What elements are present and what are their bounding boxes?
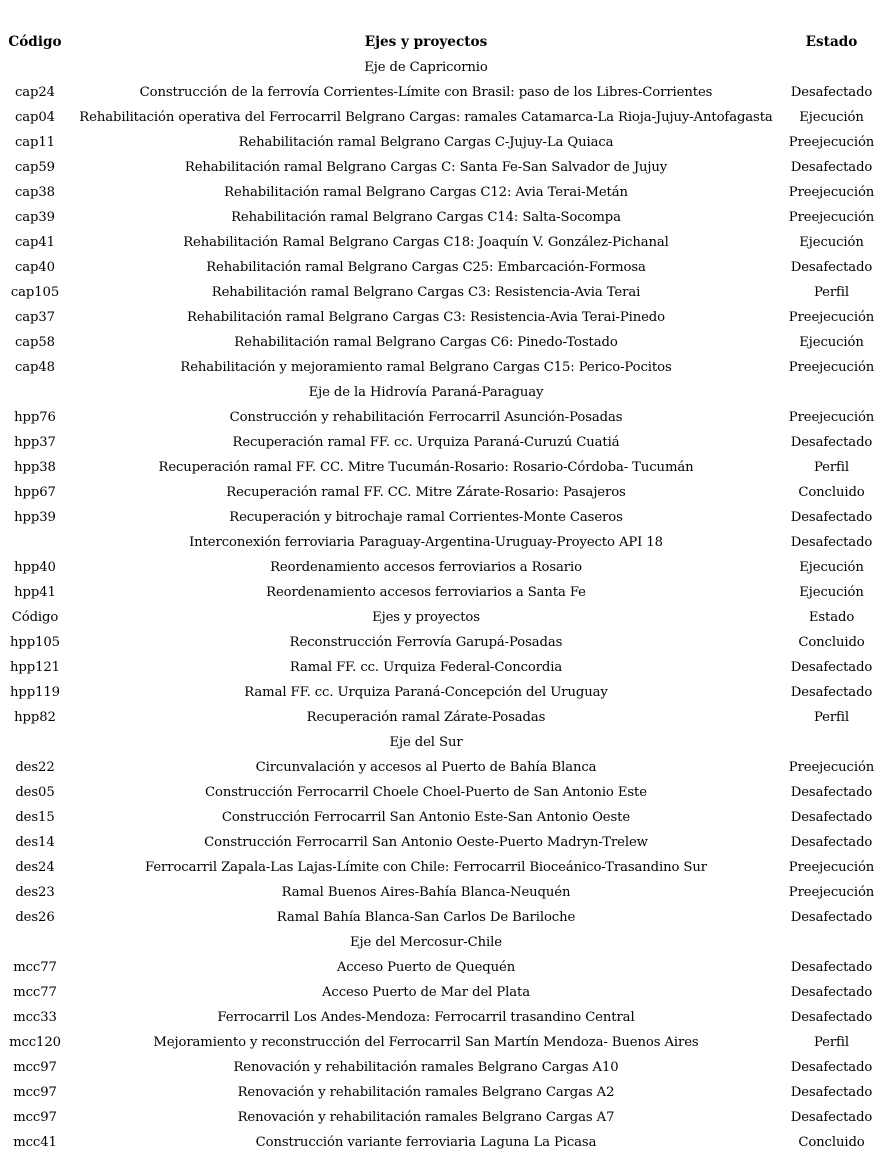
cell-project: Renovación y rehabilitación ramales Belgrano Cargas A2: [237, 1085, 615, 1100]
cell-code: hpp39: [14, 510, 56, 525]
cell-project: Construcción Ferrocarril San Antonio Oeste-Puerto Madryn-Trelew: [204, 835, 648, 850]
cell-project: Reordenamiento accesos ferroviarios a Santa Fe: [266, 585, 586, 600]
table-row: [0, 480, 881, 505]
cell-state: Desafectado: [790, 260, 873, 275]
cell-code: [0, 730, 70, 755]
cell-project: Ramal FF. cc. Urquiza Federal-Concordia: [289, 660, 563, 675]
cell-project: Recuperación ramal FF. cc. Urquiza Paraná-Curuzú Cuatiá: [232, 435, 620, 450]
table-row: [0, 530, 881, 555]
table-row: [0, 405, 881, 430]
cell-code: mcc97: [13, 1060, 57, 1075]
cell-project: Ramal FF. cc. Urquiza Paraná-Concepción del Uruguay: [244, 685, 608, 700]
cell-project: Rehabilitación Ramal Belgrano Cargas C18: Joaquín V. González-Pichanal: [183, 235, 669, 250]
cell-state: Perfil: [813, 710, 850, 725]
table-row: [0, 205, 881, 230]
table-header: [0, 30, 881, 55]
table-row: [0, 930, 881, 955]
cell-project: Construcción de la ferrovía Corrientes-Límite con Brasil: paso de los Libres-Corrientes: [139, 85, 713, 100]
cell-state: Desafectado: [790, 685, 873, 700]
cell-project: Ramal Bahía Blanca-San Carlos De Bariloche: [276, 910, 576, 925]
cell-project: Construcción variante ferroviaria Laguna La Picasa: [255, 1135, 597, 1150]
cell-project: Interconexión ferroviaria Paraguay-Argentina-Uruguay-Proyecto API 18: [189, 535, 663, 550]
table-row: [0, 880, 881, 905]
cell-code: cap48: [15, 360, 55, 375]
table-row: [0, 955, 881, 980]
cell-project: Ferrocarril Los Andes-Mendoza: Ferrocarril trasandino Central: [217, 1010, 635, 1025]
cell-state: Concluido: [798, 1135, 865, 1150]
cell-state: Preejecución: [788, 310, 875, 325]
cell-state: Desafectado: [790, 535, 873, 550]
cell-code: des24: [15, 860, 55, 875]
cell-state: Preejecución: [788, 410, 875, 425]
table-row: [0, 355, 881, 380]
cell-code: cap39: [15, 210, 55, 225]
cell-state: Desafectado: [790, 1010, 873, 1025]
table-row: [0, 680, 881, 705]
cell-project: Rehabilitación ramal Belgrano Cargas C12: Avia Terai-Metán: [224, 185, 628, 200]
table-row: [0, 805, 881, 830]
table-row: [0, 1105, 881, 1130]
cell-project: Eje de Capricornio: [364, 60, 488, 75]
cell-state: Concluido: [798, 485, 865, 500]
cell-code: cap40: [15, 260, 55, 275]
cell-code: hpp105: [10, 635, 60, 650]
cell-code: des14: [15, 835, 55, 850]
table-row: [0, 80, 881, 105]
cell-code: des05: [15, 785, 55, 800]
cell-state: Ejecución: [799, 585, 864, 600]
cell-code: hpp119: [10, 685, 60, 700]
cell-code: hpp38: [14, 460, 56, 475]
table-row: [0, 755, 881, 780]
cell-code: des26: [15, 910, 55, 925]
cell-code: mcc41: [13, 1135, 57, 1150]
cell-project: Rehabilitación ramal Belgrano Cargas C14: Salta-Socompa: [231, 210, 621, 225]
cell-code: [0, 530, 70, 555]
cell-project: Rehabilitación y mejoramiento ramal Belgrano Cargas C15: Perico-Pocitos: [180, 360, 672, 375]
cell-code: hpp121: [10, 660, 60, 675]
cell-state: Desafectado: [790, 435, 873, 450]
cell-project: Mejoramiento y reconstrucción del Ferrocarril San Martín Mendoza- Buenos Aires: [153, 1035, 699, 1050]
cell-code: hpp37: [14, 435, 56, 450]
header-row: [0, 30, 881, 55]
cell-project: Reordenamiento accesos ferroviarios a Rosario: [270, 560, 582, 575]
cell-code: mcc77: [13, 985, 57, 1000]
cell-code: mcc77: [13, 960, 57, 975]
cell-project: Acceso Puerto de Quequén: [336, 960, 516, 975]
table-row: [0, 255, 881, 280]
table-row: [0, 605, 881, 630]
cell-state: Ejecución: [799, 335, 864, 350]
table-row: [0, 155, 881, 180]
table-row: [0, 830, 881, 855]
cell-state: Preejecución: [788, 885, 875, 900]
cell-code: hpp41: [14, 585, 56, 600]
table-row: [0, 980, 881, 1005]
header-code: Código: [8, 34, 62, 50]
cell-code: hpp40: [14, 560, 56, 575]
cell-state: Preejecución: [788, 360, 875, 375]
cell-state: Desafectado: [790, 835, 873, 850]
cell-code: cap59: [15, 160, 55, 175]
cell-project: Eje de la Hidrovía Paraná-Paraguay: [308, 385, 544, 400]
table-row: [0, 905, 881, 930]
table-row: [0, 855, 881, 880]
cell-project: Rehabilitación ramal Belgrano Cargas C-Jujuy-La Quiaca: [238, 135, 614, 150]
cell-state: Ejecución: [799, 560, 864, 575]
cell-project: Acceso Puerto de Mar del Plata: [322, 985, 530, 1000]
cell-state: Perfil: [813, 460, 850, 475]
header-state: Estado: [805, 34, 858, 50]
cell-code: [0, 55, 70, 80]
cell-state: Ejecución: [799, 110, 864, 125]
table-row: [0, 1080, 881, 1105]
cell-state: Perfil: [813, 285, 850, 300]
table-row: [0, 705, 881, 730]
table-row: [0, 1030, 881, 1055]
cell-state: Desafectado: [790, 960, 873, 975]
cell-project: Construcción y rehabilitación Ferrocarril Asunción-Posadas: [229, 410, 623, 425]
cell-project: Reconstrucción Ferrovía Garupá-Posadas: [289, 635, 563, 650]
cell-code: hpp82: [14, 710, 56, 725]
cell-state: Desafectado: [790, 1110, 873, 1125]
cell-state: Desafectado: [790, 660, 873, 675]
cell-code: des23: [15, 885, 55, 900]
cell-code: hpp76: [14, 410, 56, 425]
cell-project: Recuperación ramal FF. CC. Mitre Tucumán-Rosario: Rosario-Córdoba- Tucumán: [158, 460, 694, 475]
table-row: [0, 580, 881, 605]
cell-state: Estado: [808, 610, 855, 625]
cell-state: Preejecución: [788, 860, 875, 875]
cell-project: Eje del Sur: [389, 735, 463, 750]
cell-state: [782, 55, 881, 80]
table-row: [0, 505, 881, 530]
cell-code: cap04: [15, 110, 55, 125]
cell-project: Renovación y rehabilitación ramales Belgrano Cargas A10: [233, 1060, 619, 1075]
cell-state: Preejecución: [788, 185, 875, 200]
table-row: [0, 130, 881, 155]
cell-state: Perfil: [813, 1035, 850, 1050]
cell-code: mcc97: [13, 1085, 57, 1100]
cell-project: Construcción Ferrocarril Choele Choel-Puerto de San Antonio Este: [205, 785, 647, 800]
cell-state: Desafectado: [790, 85, 873, 100]
cell-code: des22: [15, 760, 55, 775]
cell-state: [782, 730, 881, 755]
table-row: [0, 1055, 881, 1080]
cell-code: mcc33: [13, 1010, 57, 1025]
table-row: [0, 655, 881, 680]
cell-code: hpp67: [14, 485, 56, 500]
cell-state: Desafectado: [790, 160, 873, 175]
cell-project: Renovación y rehabilitación ramales Belgrano Cargas A7: [237, 1110, 615, 1125]
cell-project: Eje del Mercosur-Chile: [350, 935, 502, 950]
cell-state: Desafectado: [790, 785, 873, 800]
header-project: Ejes y proyectos: [364, 34, 488, 50]
cell-state: Desafectado: [790, 810, 873, 825]
table-row: [0, 455, 881, 480]
cell-project: Rehabilitación ramal Belgrano Cargas C6: Pinedo-Tostado: [234, 335, 618, 350]
cell-project: Ferrocarril Zapala-Las Lajas-Límite con Chile: Ferrocarril Bioceánico-Trasandino Sur: [145, 860, 707, 875]
cell-code: cap58: [15, 335, 55, 350]
cell-code: Código: [11, 610, 59, 625]
table-row: [0, 780, 881, 805]
cell-state: Concluido: [798, 635, 865, 650]
cell-state: Desafectado: [790, 510, 873, 525]
table-row: [0, 105, 881, 130]
cell-state: Ejecución: [799, 235, 864, 250]
table-row: [0, 1005, 881, 1030]
cell-project: Recuperación ramal FF. CC. Mitre Zárate-Rosario: Pasajeros: [226, 485, 626, 500]
table-row: [0, 430, 881, 455]
cell-code: cap37: [15, 310, 55, 325]
cell-code: cap41: [15, 235, 55, 250]
cell-state: Desafectado: [790, 1085, 873, 1100]
cell-code: cap105: [10, 285, 60, 300]
cell-project: Recuperación y bitrochaje ramal Corrientes-Monte Caseros: [229, 510, 623, 525]
cell-code: [0, 930, 70, 955]
table-row: [0, 305, 881, 330]
cell-project: Rehabilitación ramal Belgrano Cargas C3: Resistencia-Avia Terai: [211, 285, 641, 300]
cell-state: [782, 930, 881, 955]
table-body: [0, 55, 881, 1155]
cell-state: [782, 380, 881, 405]
table-row: [0, 730, 881, 755]
cell-code: cap11: [15, 135, 55, 150]
cell-project: Rehabilitación ramal Belgrano Cargas C25: Embarcación-Formosa: [206, 260, 646, 275]
cell-state: Preejecución: [788, 210, 875, 225]
cell-project: Rehabilitación operativa del Ferrocarril Belgrano Cargas: ramales Catamarca-La Rioja-Jujuy-Antofagasta: [79, 110, 773, 125]
table-row: [0, 380, 881, 405]
cell-code: [0, 380, 70, 405]
cell-state: Preejecución: [788, 760, 875, 775]
cell-state: Preejecución: [788, 135, 875, 150]
cell-code: mcc120: [9, 1035, 61, 1050]
cell-project: Circunvalación y accesos al Puerto de Bahía Blanca: [255, 760, 597, 775]
cell-project: Recuperación ramal Zárate-Posadas: [306, 710, 546, 725]
table-row: [0, 555, 881, 580]
table-row: [0, 230, 881, 255]
table-row: [0, 1130, 881, 1155]
cell-project: Ramal Buenos Aires-Bahía Blanca-Neuquén: [281, 885, 571, 900]
table-row: [0, 630, 881, 655]
table-row: [0, 180, 881, 205]
table-row: [0, 55, 881, 80]
projects-table: [0, 30, 881, 1155]
table-row: [0, 280, 881, 305]
cell-project: Rehabilitación ramal Belgrano Cargas C: Santa Fe-San Salvador de Jujuy: [184, 160, 668, 175]
cell-code: mcc97: [13, 1110, 57, 1125]
cell-state: Desafectado: [790, 910, 873, 925]
cell-state: Desafectado: [790, 985, 873, 1000]
cell-state: Desafectado: [790, 1060, 873, 1075]
cell-code: des15: [15, 810, 55, 825]
cell-code: cap38: [15, 185, 55, 200]
table-row: [0, 330, 881, 355]
cell-project: Rehabilitación ramal Belgrano Cargas C3: Resistencia-Avia Terai-Pinedo: [186, 310, 665, 325]
cell-code: cap24: [15, 85, 55, 100]
cell-project: Construcción Ferrocarril San Antonio Este-San Antonio Oeste: [221, 810, 631, 825]
cell-project: Ejes y proyectos: [372, 610, 480, 625]
